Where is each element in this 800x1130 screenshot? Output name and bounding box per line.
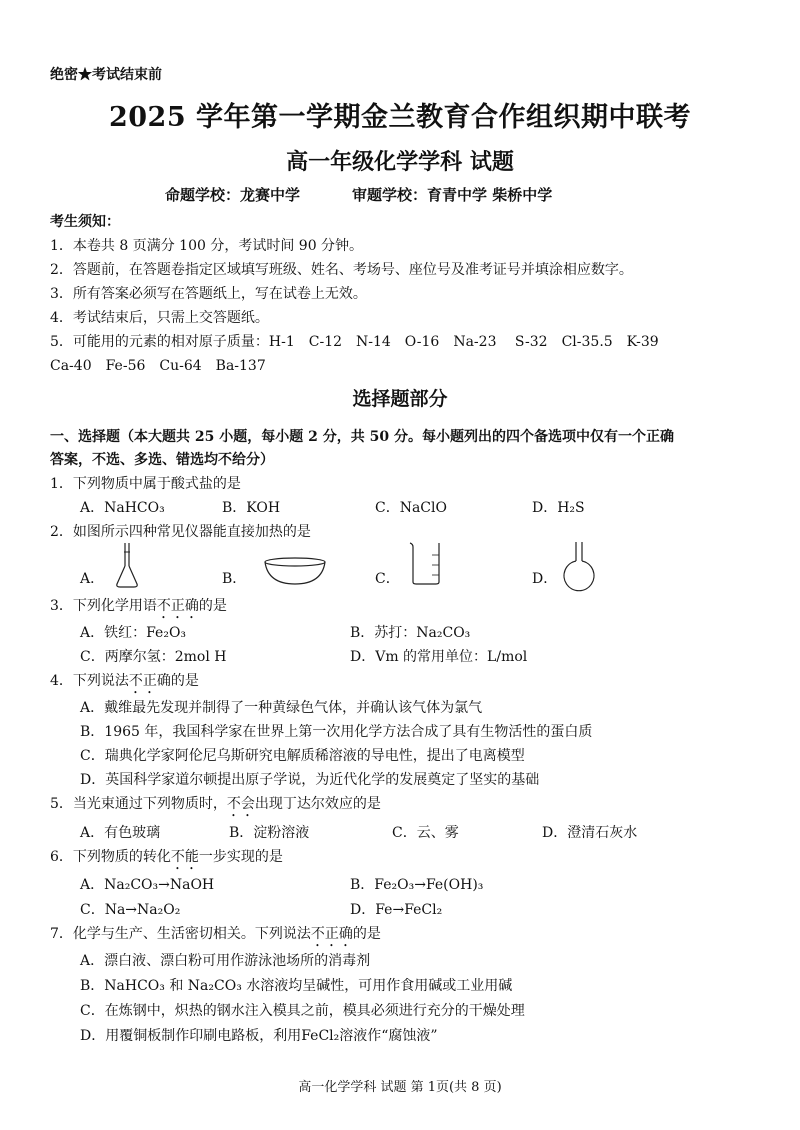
exam-title: 2025 学年第一学期金兰教育合作组织期中联考 — [108, 102, 692, 133]
reviewer-school: 审题学校：育青中学 柴桥中学 — [352, 186, 553, 204]
question-5-option-a: A．有色玻璃 — [80, 825, 161, 841]
question-4-option-c: C．瑞典化学家阿伦尼乌斯研究电解质稀溶液的导电性，提出了电离模型 — [80, 748, 525, 764]
question-1-option-d: D．H₂S — [532, 500, 585, 516]
page-footer: 高一化学学科 试题 第 1页(共 8 页) — [298, 1080, 502, 1095]
notice-item: Ca-40 Fe-56 Cu-64 Ba-137 — [50, 358, 266, 374]
evaporating-dish-icon — [262, 556, 328, 590]
section-title: 选择题部分 — [352, 388, 448, 410]
question-6-option-d: D．Fe→FeCl₂ — [350, 902, 443, 918]
question-7-stem: 7．化学与生产、生活密切相关。下列说法不正确的是 — [50, 926, 381, 942]
question-3-stem: 3．下列化学用语不正确的是 — [50, 598, 227, 614]
question-2-option-b: B． — [222, 571, 247, 587]
section-intro-line1: 一、选择题（本大题共 25 小题，每小题 2 分，共 50 分。每小题列出的四个备选项中仅有一个正确 — [50, 429, 674, 445]
top-secret-label: 绝密★考试结束前 — [50, 67, 162, 83]
round-bottom-flask-icon — [562, 541, 596, 591]
question-5-option-c: C．云、雾 — [392, 825, 459, 841]
question-3-option-b: B．苏打：Na₂CO₃ — [350, 625, 471, 641]
notice-item: 4．考试结束后，只需上交答题纸。 — [50, 310, 269, 326]
school-info — [165, 184, 552, 205]
notice-item: 1．本卷共 8 页满分 100 分，考试时间 90 分钟。 — [50, 238, 364, 254]
question-3-option-d: D．Vm 的常用单位：L/mol — [350, 649, 528, 665]
emphasis-text: 不正 — [128, 673, 157, 689]
question-6-stem: 6．下列物质的转化不能一步实现的是 — [50, 849, 283, 865]
question-6-option-b: B．Fe₂O₃→Fe(OH)₃ — [350, 877, 484, 893]
emphasis-text: 不会 — [226, 796, 255, 812]
exam-subtitle: 高一年级化学学科 试题 — [286, 149, 514, 175]
proposer-school: 命题学校：龙赛中学 — [165, 186, 301, 204]
volumetric-flask-icon — [112, 542, 142, 592]
notice-item: 3．所有答案必须写在答题纸上，写在试卷上无效。 — [50, 286, 367, 302]
emphasis-text: 不正确 — [156, 598, 199, 614]
question-5-option-d: D．澄清石灰水 — [542, 825, 638, 841]
question-4-option-d: D．英国科学家道尔顿提出原子学说，为近代化学的发展奠定了坚实的基础 — [80, 772, 540, 788]
question-7-option-a: A．漂白液、漂白粉可用作游泳池场所的消毒剂 — [80, 953, 371, 969]
question-2-option-c: C． — [375, 571, 400, 587]
question-2-stem: 2．如图所示四种常见仪器能直接加热的是 — [50, 524, 311, 540]
question-7-option-c: C．在炼钢中，炽热的钢水注入模具之前，模具必须进行充分的干燥处理 — [80, 1003, 525, 1019]
question-1-option-c: C．NaClO — [375, 500, 447, 516]
question-5-option-b: B．淀粉溶液 — [229, 825, 310, 841]
question-4-option-a: A．戴维最先发现并制得了一种黄绿色气体，并确认该气体为氯气 — [80, 700, 483, 716]
notice-item: 2．答题前，在答题卷指定区域填写班级、姓名、考场号、座位号及准考证号并填涂相应数字。 — [50, 262, 633, 278]
question-1-stem: 1．下列物质中属于酸式盐的是 — [50, 476, 241, 492]
notice-item: 5．可能用的元素的相对原子质量：H-1 C-12 N-14 O-16 Na-23 S-32 Cl-35.5 K-39 — [50, 334, 659, 350]
section-intro-line2: 答案，不选、多选、错选均不给分） — [50, 452, 274, 468]
question-2-option-d: D． — [532, 571, 558, 587]
question-2-option-a: A． — [80, 571, 105, 587]
question-1-option-b: B．KOH — [222, 500, 281, 516]
emphasis-text: 不能 — [170, 849, 199, 865]
question-7-option-d: D．用覆铜板制作印刷电路板，利用FeCl₂溶液作“腐蚀液” — [80, 1028, 438, 1044]
question-5-stem: 5．当光束通过下列物质时，不会出现丁达尔效应的是 — [50, 796, 381, 812]
question-6-option-c: C．Na→Na₂O₂ — [80, 902, 181, 918]
emphasis-text: 不正确 — [310, 926, 353, 942]
question-1-option-a: A．NaHCO₃ — [80, 500, 165, 516]
question-6-option-a: A．Na₂CO₃→NaOH — [80, 877, 215, 893]
question-4-option-b: B．1965 年，我国科学家在世界上第一次用化学方法合成了具有生物活性的蛋白质 — [80, 724, 593, 740]
question-7-option-b: B．NaHCO₃ 和 Na₂CO₃ 水溶液均呈碱性，可用作食用碱或工业用碱 — [80, 978, 513, 994]
beaker-icon — [408, 541, 442, 589]
notice-heading: 考生须知： — [50, 214, 120, 230]
question-3-option-c: C．两摩尔氢：2mol H — [80, 649, 227, 665]
question-3-option-a: A．铁红：Fe₂O₃ — [80, 625, 187, 641]
question-4-stem: 4．下列说法不正确的是 — [50, 673, 199, 689]
